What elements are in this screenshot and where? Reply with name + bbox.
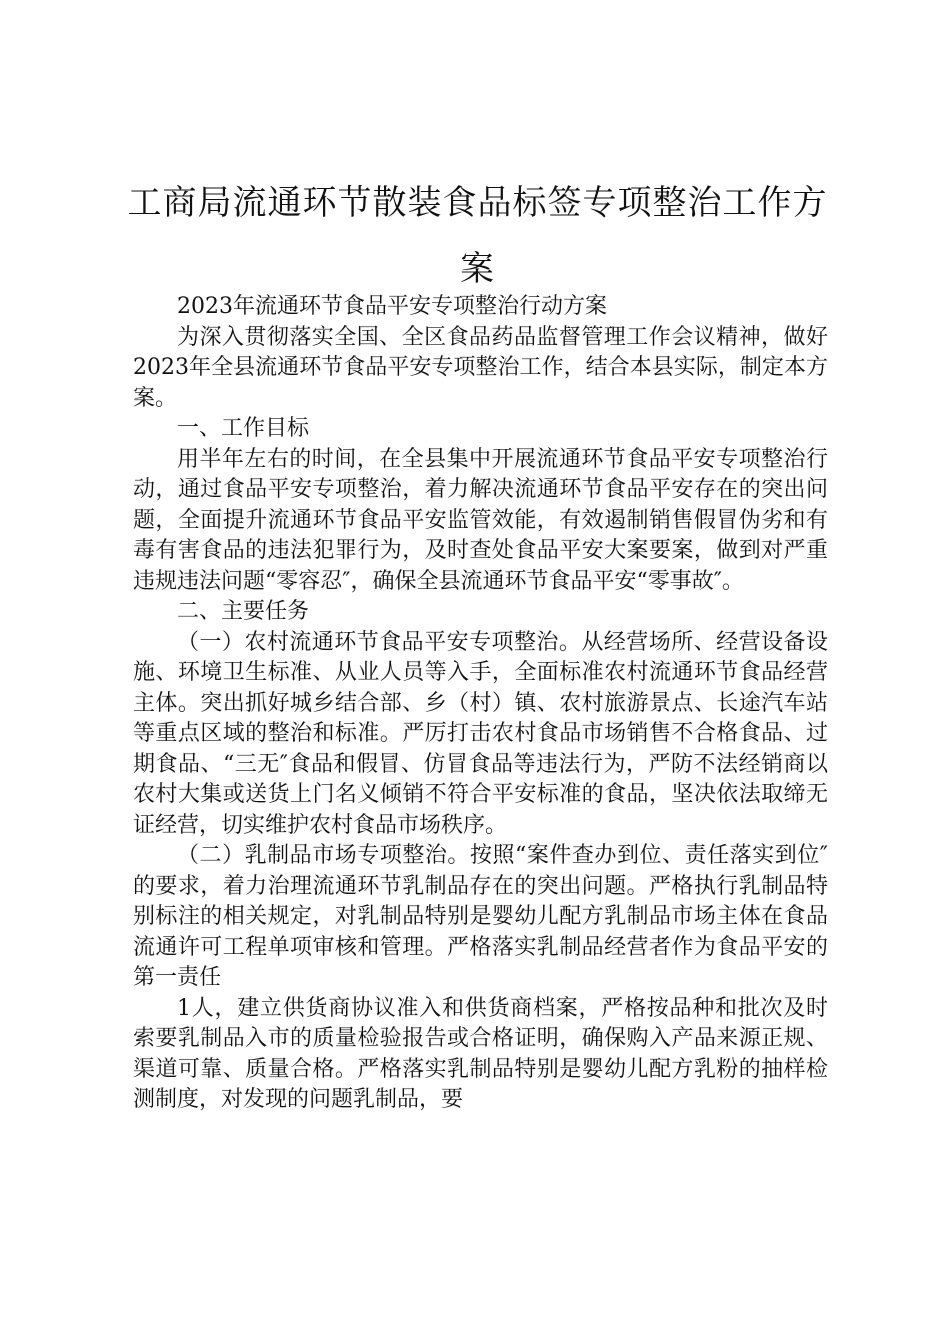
plan-subtitle: 2023年流通环节食品平安专项整治行动方案	[177, 294, 607, 319]
task-rural-paragraph: （一）农村流通环节食品平安专项整治。从经营场所、经营设备设施、环境卫生标准、从业人员等入手，全面标准农村流通环节食品经营主体。突出抓好城乡结合部、乡（村）镇、农村旅游景点、长途汽车站等重点区域的整治和标准。严厉打击农村食品市场销售不合格食品、过期食品、“三无″食品和假冒、仿冒食品等违法行为，严防不法经销商以农村大集或送货上门名义倾销不符合平安标准的食品，坚决依法取缔无证经营，切实维护农村食品市场秩序。	[133, 629, 828, 838]
task-dairy-paragraph: （二）乳制品市场专项整治。按照“案件查办到位、责任落实到位″的要求，着力治理流通环节乳制品存在的突出问题。严格执行乳制品特别标注的相关规定，对乳制品特别是婴幼儿配方乳制品市场主体在食品流通许可工程单项审核和管理。严格落实乳制品经营者作为食品平安的第一责任	[133, 843, 828, 990]
section-heading-goals: 一、工作目标	[177, 416, 310, 441]
goals-paragraph: 用半年左右的时间，在全县集中开展流通环节食品平安专项整治行动，通过食品平安专项整治，着力解决流通环节食品平安存在的突出问题，全面提升流通环节食品平安监管效能，有效遏制销售假冒伪劣和有毒有害食品的违法犯罪行为，及时查处食品平安大案要案，做到对严重违规违法问题“零容忍″，确保全县流通环节食品平安“零事故″。	[133, 446, 828, 594]
intro-paragraph: 为深入贯彻落实全国、全区食品药品监督管理工作会议精神，做好2023年全县流通环节食品平安专项整治工作，结合本县实际，制定本方案。	[133, 324, 828, 411]
section-heading-tasks: 二、主要任务	[177, 599, 310, 624]
task-dairy-continued-paragraph: 1人，建立供货商协议准入和供货商档案，严格按品种和批次及时索要乳制品入市的质量检验报告或合格证明，确保购入产品来源正规、渠道可靠、质量合格。严格落实乳制品特别是婴幼儿配方乳粉的抽样检测制度，对发现的问题乳制品，要	[133, 995, 828, 1112]
document-title: 工商局流通环节散装食品标签专项整治工作方案	[127, 183, 828, 289]
document-body	[133, 292, 828, 1116]
